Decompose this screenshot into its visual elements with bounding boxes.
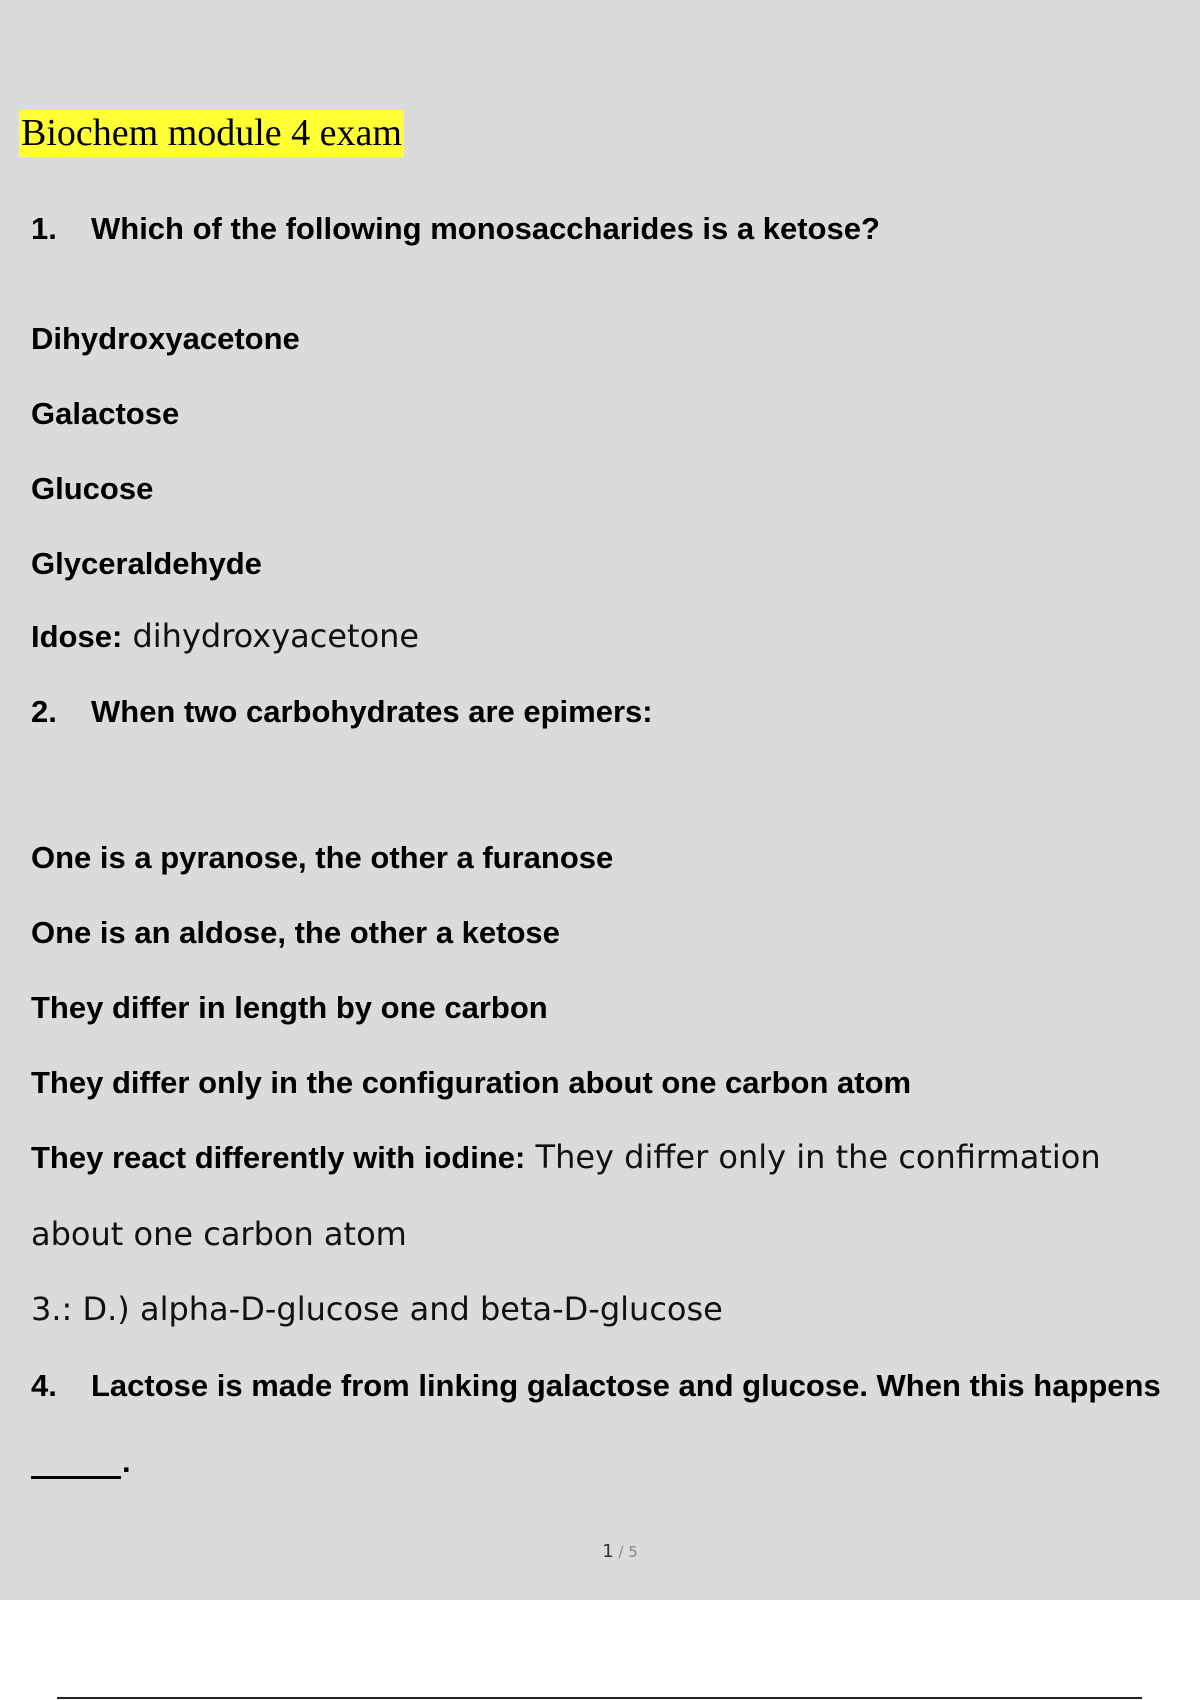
answer-line xyxy=(31,617,419,655)
question-1 xyxy=(31,211,880,247)
document-title: Biochem module 4 exam xyxy=(19,110,404,157)
option-text: Idose: xyxy=(31,619,123,654)
option-text: They differ in length by one carbon xyxy=(31,990,548,1025)
option-text: Glyceraldehyde xyxy=(31,546,262,581)
answer-text-continued: about one carbon atom xyxy=(31,1215,407,1253)
page-counter xyxy=(0,1541,1200,1562)
question-number: 2. xyxy=(31,694,57,729)
question-number: 4. xyxy=(31,1368,57,1403)
answer-text: They differ only in the confirmation xyxy=(525,1138,1101,1176)
answer-text: dihydroxyacetone xyxy=(122,617,420,655)
question-text: Lactose is made from linking galactose and glucose. When this happens xyxy=(91,1368,1161,1403)
option-text: Glucose xyxy=(31,471,154,506)
option-text: They differ only in the configuration about one carbon atom xyxy=(31,1065,912,1100)
question-text: When two carbohydrates are epimers: xyxy=(91,694,653,729)
question-4 xyxy=(31,1368,1161,1404)
question-number: 1. xyxy=(31,211,57,246)
option-text: Dihydroxyacetone xyxy=(31,321,300,356)
answer-blank xyxy=(31,1446,121,1479)
page-current: 1 xyxy=(602,1541,614,1562)
answer-line-3: 3.: D.) alpha-D-glucose and beta-D-glucose xyxy=(31,1290,723,1328)
option-text: One is an aldose, the other a ketose xyxy=(31,915,560,950)
option-text: They react differently with iodine: xyxy=(31,1140,526,1175)
option-text: One is a pyranose, the other a furanose xyxy=(31,840,614,875)
option-text: Galactose xyxy=(31,396,180,431)
page-total: / 5 xyxy=(613,1543,638,1561)
question-text: Which of the following monosaccharides is a ketose? xyxy=(91,211,880,246)
next-page-divider xyxy=(57,1697,1142,1699)
answer-line xyxy=(31,1138,1101,1176)
blank-suffix: . xyxy=(122,1444,131,1479)
question-2 xyxy=(31,694,653,730)
